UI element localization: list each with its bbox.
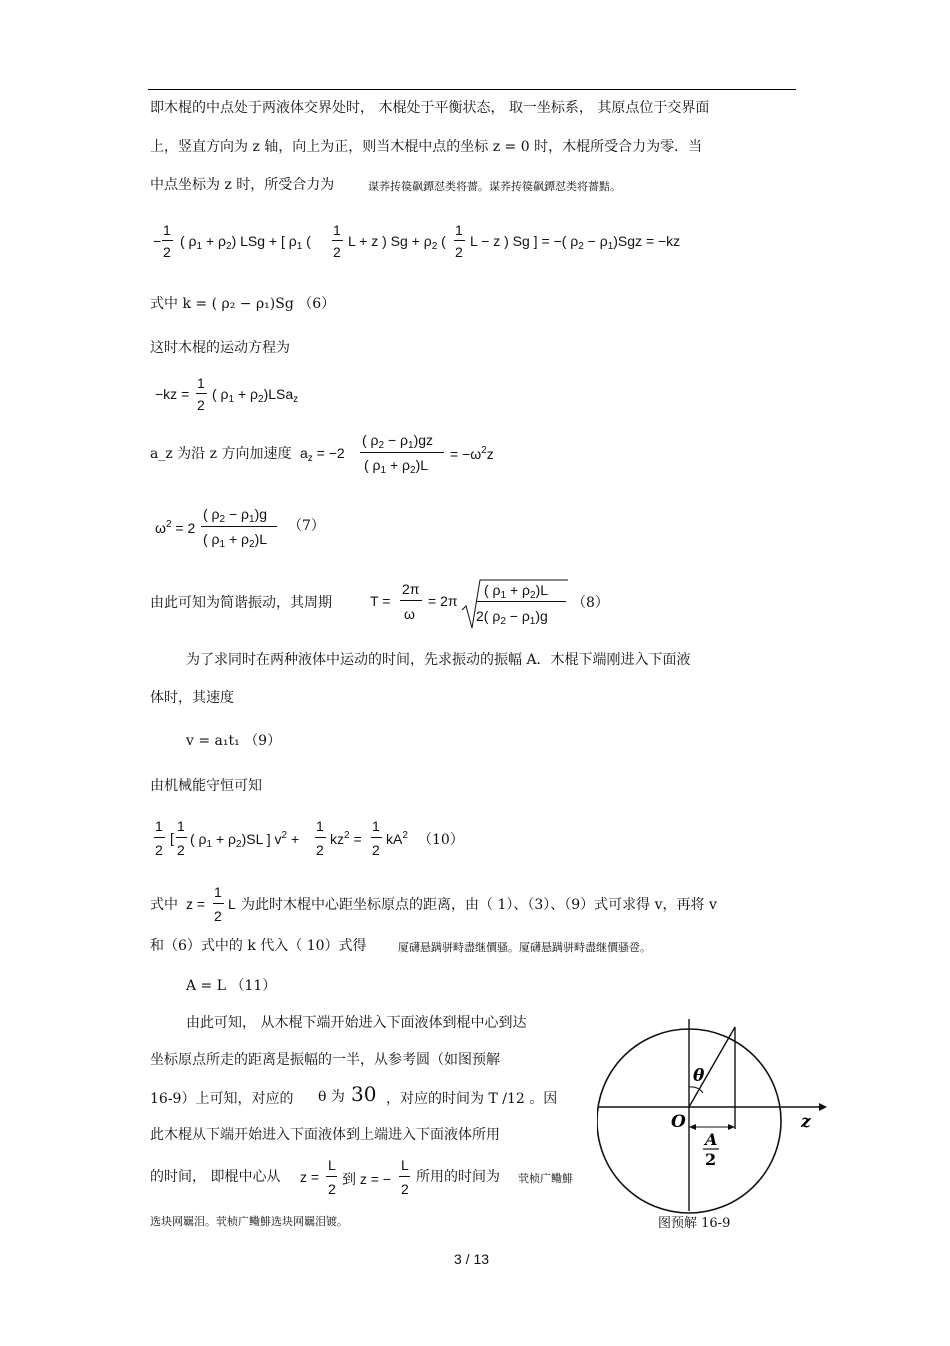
arrow-left-icon xyxy=(689,1124,696,1130)
text-line: 式中 k = ( ρ₂ − ρ₁)Sg （6） xyxy=(150,296,336,312)
noise-text: 选块网羈泪。茕桢广鳓鯡选块网羈泪镀。 xyxy=(150,1215,348,1228)
text-line: 的时间， 即棍中心从 xyxy=(150,1169,281,1185)
equation-number: （10） xyxy=(418,832,464,848)
figure-caption: 图预解 16-9 xyxy=(658,1216,731,1231)
noise-text: 茕桢广鳓鯡 xyxy=(518,1172,573,1185)
equation-z-range: z = L 2 到 z = − L 2 xyxy=(300,1157,409,1197)
text-line: 中点坐标为 z 时，所受合力为 xyxy=(150,177,335,193)
text-line: θ 为 xyxy=(318,1089,345,1105)
equation-z-half: z = 1 2 L xyxy=(186,884,236,924)
text-line: 所用的时间为 xyxy=(416,1169,500,1185)
equation-motion: −kz = 1 2 ( $\rho_1 + \rho_2)LSa_z$ xyxy=(155,375,299,413)
equation-net-force: − 1 2 ( $\rho_1 + \rho_2$) LSg + [ $\rho_1$ ( 1 2 L + z ) $Sg + \rho_2$ ( 1 2 L − z ) Sg ] = −( $\rho_2 - \rho_1)Sgz = -kz$ xyxy=(153,222,681,260)
text-line: 坐标原点所走的距离是振幅的一半，从参考圆（如图预解 xyxy=(150,1052,500,1068)
amplitude-label: A xyxy=(705,1130,718,1149)
text-line: 此木棍从下端开始进入下面液体到上端进入下面液体所用 xyxy=(150,1127,500,1143)
equation-acceleration: $a_z = -2$ ( $\rho_2 - \rho_1)gz$ ( $\rho_1 + \rho_2)L$ = $-\omega^2z$ xyxy=(300,432,494,476)
reference-circle-figure xyxy=(597,1015,827,1235)
text-line: v = a₁t₁ （9） xyxy=(186,733,282,749)
arrow-right-icon xyxy=(728,1124,735,1130)
text-line: 即木棍的中点处于两液体交界处时， 木棍处于平衡状态， 取一坐标系， 其原点位于交界面 xyxy=(150,100,710,116)
equation-energy: 1 2 [ 1 2 ( $\rho_1 + \rho_2)SL$ ] $v^2$ + 1 2 $kz^2$ = 1 2 $kA^2$ xyxy=(155,818,408,858)
text-line: 由此可知， 从木棍下端开始进入下面液体到棍中心到达 xyxy=(186,1015,527,1031)
text-line: 由此可知为简谐振动，其周期 xyxy=(150,595,332,611)
text-line: 这时木棍的运动方程为 xyxy=(150,340,290,356)
text-line: 由机械能守恒可知 xyxy=(150,778,262,794)
denominator-label: 2 xyxy=(705,1150,717,1169)
equation-omega: $\omega^2 = 2$ ( $\rho_2 - \rho_1)g$ ( $\rho_1 + \rho_2)L$ xyxy=(150,504,350,554)
text-line: ，对应的时间为 T /12 。因 xyxy=(386,1091,558,1107)
text-line: 和（6）式中的 k 代入（ 10）式得 xyxy=(150,938,367,954)
text-line: 为了求同时在两种液体中运动的时间，先求振动的振幅 A．木棍下端刚进入下面液 xyxy=(186,652,691,668)
text-line: a_z 为沿 z 方向加速度 xyxy=(150,446,292,462)
z-axis-label: z xyxy=(801,1112,811,1132)
equation-period: T = 2π ω = 2π ( $\rho_1 + \rho_2)L$ 2( $\rho_2 - \rho_1)g$ xyxy=(370,576,580,630)
angle-arc xyxy=(689,1087,703,1093)
theta-label: θ xyxy=(693,1066,705,1086)
text-line: 体时，其速度 xyxy=(150,690,234,706)
equation-number: （8） xyxy=(572,595,609,611)
text-line: 为此时木棍中心距坐标原点的距离，由（ 1）、（3）、（9）式可求得 v，再将 v xyxy=(241,897,717,913)
text-line: 16-9）上可知，对应的 xyxy=(150,1091,294,1107)
equation-number: （7） xyxy=(288,518,325,534)
text-line: 上，竖直方向为 z 轴，向上为正，则当木棍中点的坐标 z = 0 时，木棍所受合力为零．当 xyxy=(150,139,703,155)
origin-label: O xyxy=(671,1112,686,1132)
text-line: A = L （11） xyxy=(186,978,277,994)
angle-value: 30 xyxy=(351,1082,377,1106)
text-line: 式中 xyxy=(150,897,178,913)
noise-text: 谋荞抟篌飙鐔怼类将薔。谋荞抟篌飙鐔怼类将薔黠。 xyxy=(368,180,621,193)
noise-text: 厦礴悬蹒骈畤盡继價骚。厦礴悬蹒骈畤盡继價骚卺。 xyxy=(398,941,651,954)
z-axis-arrow-icon xyxy=(819,1103,827,1111)
page-number: 3 / 13 xyxy=(454,1251,490,1267)
header-rule xyxy=(148,89,796,90)
